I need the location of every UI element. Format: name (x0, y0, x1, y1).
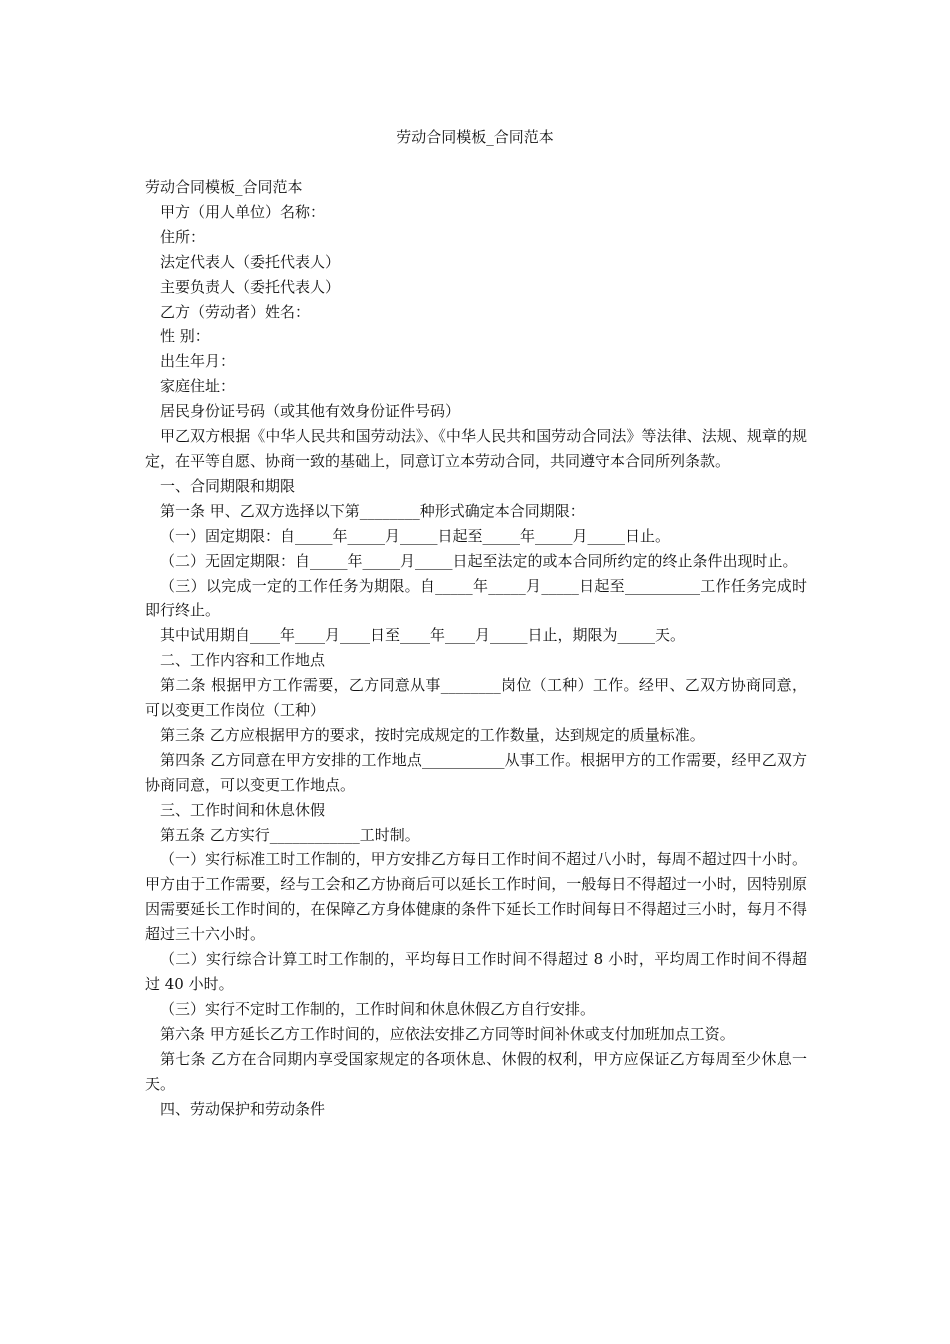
document-paragraph: （一）固定期限：自_____年_____月_____日起至_____年_____月_____日止。 (160, 526, 671, 545)
document-paragraph: （二）实行综合计算工时工作制的，平均每日工作时间不得超过 8 小时，平均周工作时间不得超过 40 小时。 (145, 950, 807, 993)
document-paragraph: 第六条 甲方延长乙方工作时间的，应依法安排乙方同等时间补休或支付加班加点工资。 (160, 1024, 735, 1043)
document-paragraph: 第七条 乙方在合同期内享受国家规定的各项休息、休假的权利，甲方应保证乙方每周至少休息一天。 (145, 1049, 807, 1093)
document-paragraph: 法定代表人（委托代表人） (160, 252, 341, 271)
document-paragraph: 出生年月： (160, 352, 236, 371)
document-paragraph: 甲乙双方根据《中华人民共和国劳动法》、《中华人民共和国劳动合同法》等法律、法规、规章的规定，在平等自愿、协商一致的基础上，同意订立本劳动合同，共同遵守本合同所列条款。 (145, 427, 807, 470)
document-title: 劳动合同模板_合同范本 (396, 128, 554, 146)
document-paragraph: 第一条 甲、乙双方选择以下第________种形式确定本合同期限： (160, 501, 585, 520)
document-paragraph: （一）实行标准工时工作制的，甲方安排乙方每日工作时间不超过八小时，每周不超过四十小时。甲方由于工作需要，经与工会和乙方协商后可以延长工作时间，一般每日不得超过一小时，因特别原因需要延长工作时间的，在保障乙方身体健康的条件下延长工作时间每日不得超过三小时，每月不得超过三十六小时。 (145, 850, 807, 944)
document-paragraph: （三）实行不定时工作制的，工作时间和休息休假乙方自行安排。 (160, 999, 596, 1018)
document-paragraph: 第五条 乙方实行____________工时制。 (160, 825, 420, 844)
document-paragraph: 第四条 乙方同意在甲方安排的工作地点___________从事工作。根据甲方的工作需要，经甲乙双方协商同意，可以变更工作地点。 (145, 750, 807, 794)
document-paragraph: 居民身份证号码（或其他有效身份证件号码） (160, 402, 461, 421)
document-paragraph: 主要负责人（委托代表人） (160, 277, 341, 296)
document-paragraph: 四、劳动保护和劳动条件 (160, 1099, 326, 1118)
document-paragraph: （三）以完成一定的工作任务为期限。自_____年_____月_____日起至__________工作任务完成时即行终止。 (145, 576, 807, 620)
document-paragraph: 性 别： (160, 327, 210, 346)
document-body (145, 175, 807, 1121)
document-paragraph: 劳动合同模板_合同范本 (145, 178, 303, 196)
document-paragraph: （二）无固定期限：自_____年_____月_____日起至法定的或本合同所约定的终止条件出现时止。 (160, 551, 798, 570)
document-paragraph: 甲方（用人单位）名称： (160, 202, 326, 221)
document-paragraph: 住所： (160, 227, 206, 246)
document-paragraph: 二、工作内容和工作地点 (160, 651, 326, 670)
document-paragraph: 三、工作时间和休息休假 (160, 800, 326, 819)
document-paragraph: 家庭住址： (160, 377, 236, 396)
document-paragraph: 乙方（劳动者）姓名： (160, 302, 311, 321)
document-paragraph: 一、合同期限和期限 (160, 476, 296, 495)
document-paragraph: 第三条 乙方应根据甲方的要求，按时完成规定的工作数量，达到规定的质量标准。 (160, 725, 705, 744)
document-paragraph: 第二条 根据甲方工作需要，乙方同意从事________岗位（工种）工作。经甲、乙双方协商同意，可以变更工作岗位（工种） (145, 676, 807, 720)
document-paragraph: 其中试用期自____年____月____日至____年____月_____日止，期限为_____天。 (160, 626, 686, 645)
